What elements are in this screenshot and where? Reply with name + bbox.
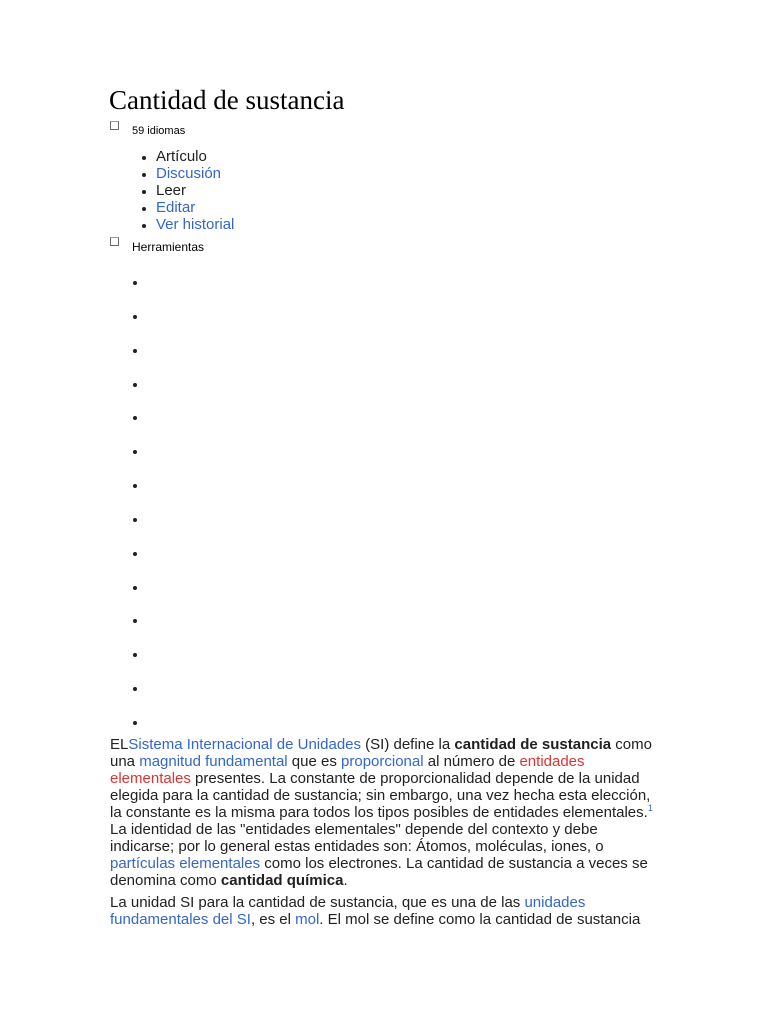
- list-item: [132, 445, 140, 479]
- link-sistema-internacional[interactable]: Sistema Internacional de Unidades: [128, 736, 361, 753]
- list-item: [132, 547, 140, 581]
- list-item: [132, 581, 140, 615]
- text-span: .: [343, 872, 348, 889]
- list-item: [132, 378, 140, 412]
- link-proporcional[interactable]: proporcional: [341, 753, 424, 770]
- text-span: EL: [110, 736, 129, 753]
- text-span: como una: [110, 736, 652, 770]
- action-read-label[interactable]: Leer: [156, 182, 187, 199]
- list-item: [132, 310, 140, 344]
- link-particulas-elementales[interactable]: partículas elementales: [110, 855, 261, 872]
- list-item: [132, 648, 140, 682]
- action-discussion[interactable]: [116, 165, 234, 182]
- bold-term-cantidad-de-sustancia: cantidad de sustancia: [454, 736, 612, 753]
- link-unidades-fundamentales[interactable]: unidades fundamentales del SI: [110, 894, 586, 928]
- list-item: [132, 513, 140, 547]
- tools-checkbox[interactable]: [110, 237, 119, 246]
- list-item: [132, 614, 140, 648]
- action-history[interactable]: [116, 216, 234, 233]
- bold-term-cantidad-quimica: cantidad química: [220, 872, 344, 889]
- tools-label[interactable]: Herramientas: [132, 240, 205, 254]
- action-article[interactable]: [116, 148, 234, 165]
- page-actions-list: [116, 148, 234, 233]
- tools-empty-list: [132, 276, 140, 750]
- list-item: [132, 682, 140, 716]
- si-unit-paragraph: [110, 894, 670, 928]
- action-edit[interactable]: [116, 199, 234, 216]
- text-span: al número de: [423, 753, 520, 770]
- reference-link[interactable]: 1: [647, 803, 653, 813]
- text-span: . El mol se define como la cantidad de sustancia: [319, 911, 641, 928]
- text-span: La identidad de las "entidades elementales" depende del contexto y debe indicarse; por lo general estas entidades son: Átomos, moléculas, iones, o: [110, 821, 604, 855]
- action-edit-link[interactable]: Editar: [156, 199, 196, 216]
- text-span: que es: [287, 753, 342, 770]
- languages-checkbox[interactable]: [110, 121, 119, 130]
- text-span: presentes. La constante de proporcionalidad depende de la unidad elegida para la cantidad de sustancia; sin embargo, una vez hecha esta elección, la constante es la misma para todos los tipos posibles de entidades elementales.: [110, 770, 651, 821]
- intro-paragraph: [110, 736, 660, 889]
- text-span: , es el: [250, 911, 296, 928]
- action-history-link[interactable]: Ver historial: [156, 216, 235, 233]
- text-span: La unidad SI para la cantidad de sustancia, que es una de las: [110, 894, 525, 911]
- page-title: Cantidad de sustancia: [109, 85, 345, 115]
- redlink-entidades-elementales[interactable]: entidades elementales: [110, 753, 585, 787]
- action-read[interactable]: [116, 182, 234, 199]
- action-article-label[interactable]: Artículo: [156, 148, 207, 165]
- action-discussion-link[interactable]: Discusión: [156, 165, 222, 182]
- list-item: [132, 411, 140, 445]
- text-span: como los electrones. La cantidad de sustancia a veces se denomina como: [110, 855, 648, 889]
- list-item: [132, 344, 140, 378]
- text-span: (SI) define la: [361, 736, 455, 753]
- link-magnitud-fundamental[interactable]: magnitud fundamental: [139, 753, 288, 770]
- tools-toggle[interactable]: [110, 236, 204, 254]
- languages-toggle[interactable]: [110, 120, 185, 138]
- list-item: [132, 276, 140, 310]
- languages-label[interactable]: 59 idiomas: [132, 125, 186, 137]
- link-mol[interactable]: mol: [295, 911, 320, 928]
- list-item: [132, 479, 140, 513]
